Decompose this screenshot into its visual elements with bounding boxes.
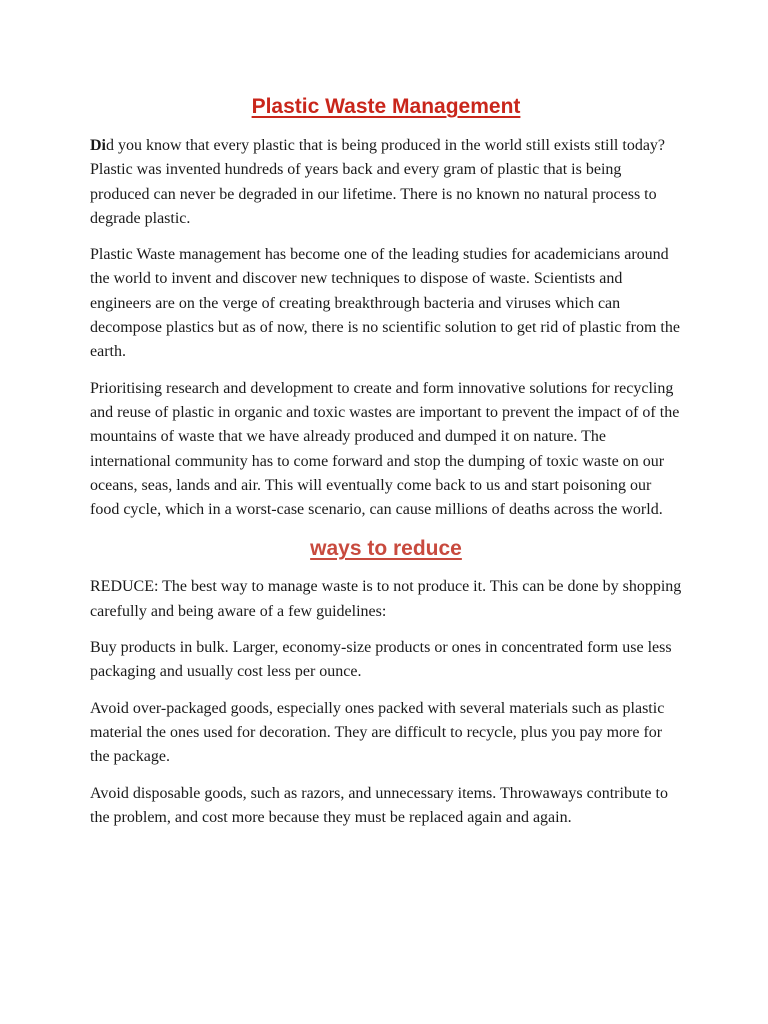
document-page [90, 93, 682, 830]
intro-paragraph [90, 134, 682, 231]
intro-text: d you know that every plastic that is being produced in the world still exists still today? Plastic was invented hundreds of years back and every gram of plastic that is being produced can never be degraded in our lifetime. There is no known no natural process to degrade plastic. [90, 137, 666, 227]
paragraph-buy-in-bulk: Buy products in bulk. Larger, economy-size products or ones in concentrated form use less packaging and usually cost less per ounce. [90, 639, 672, 681]
paragraph-reduce-intro: REDUCE: The best way to manage waste is to not produce it. This can be done by shopping carefully and being aware of a few guidelines: [90, 578, 682, 620]
document-title: Plastic Waste Management [251, 95, 521, 118]
intro-lead-letters: Di [90, 137, 106, 154]
paragraph-research-development: Prioritising research and development to create and form innovative solutions for recycling and reuse of plastic in organic and toxic wastes are important to prevent the impact of of the mountains of waste that we have already produced and dumped it on nature. The international community has to come forward and stop the dumping of toxic waste on our oceans, seas, lands and air. This will eventually come back to us and start poisoning our food cycle, which in a worst-case scenario, can cause millions of deaths across the world. [90, 379, 680, 519]
paragraph-waste-management-studies: Plastic Waste management has become one of the leading studies for academicians around the world to invent and discover new techniques to dispose of waste. Scientists and engineers are on the verge of creating breakthrough bacteria and viruses which can decompose plastics but as of now, there is no scientific solution to get rid of plastic from the earth. [90, 246, 680, 361]
paragraph-avoid-overpackaged: Avoid over-packaged goods, especially ones packed with several materials such as plastic material the ones used for decoration. They are difficult to recycle, plus you pay more for the package. [90, 699, 665, 766]
section-heading-ways-to-reduce: ways to reduce [310, 537, 462, 561]
paragraph-avoid-disposables: Avoid disposable goods, such as razors, and unnecessary items. Throwaways contribute to the problem, and cost more because they must be replaced again and again. [90, 784, 668, 826]
